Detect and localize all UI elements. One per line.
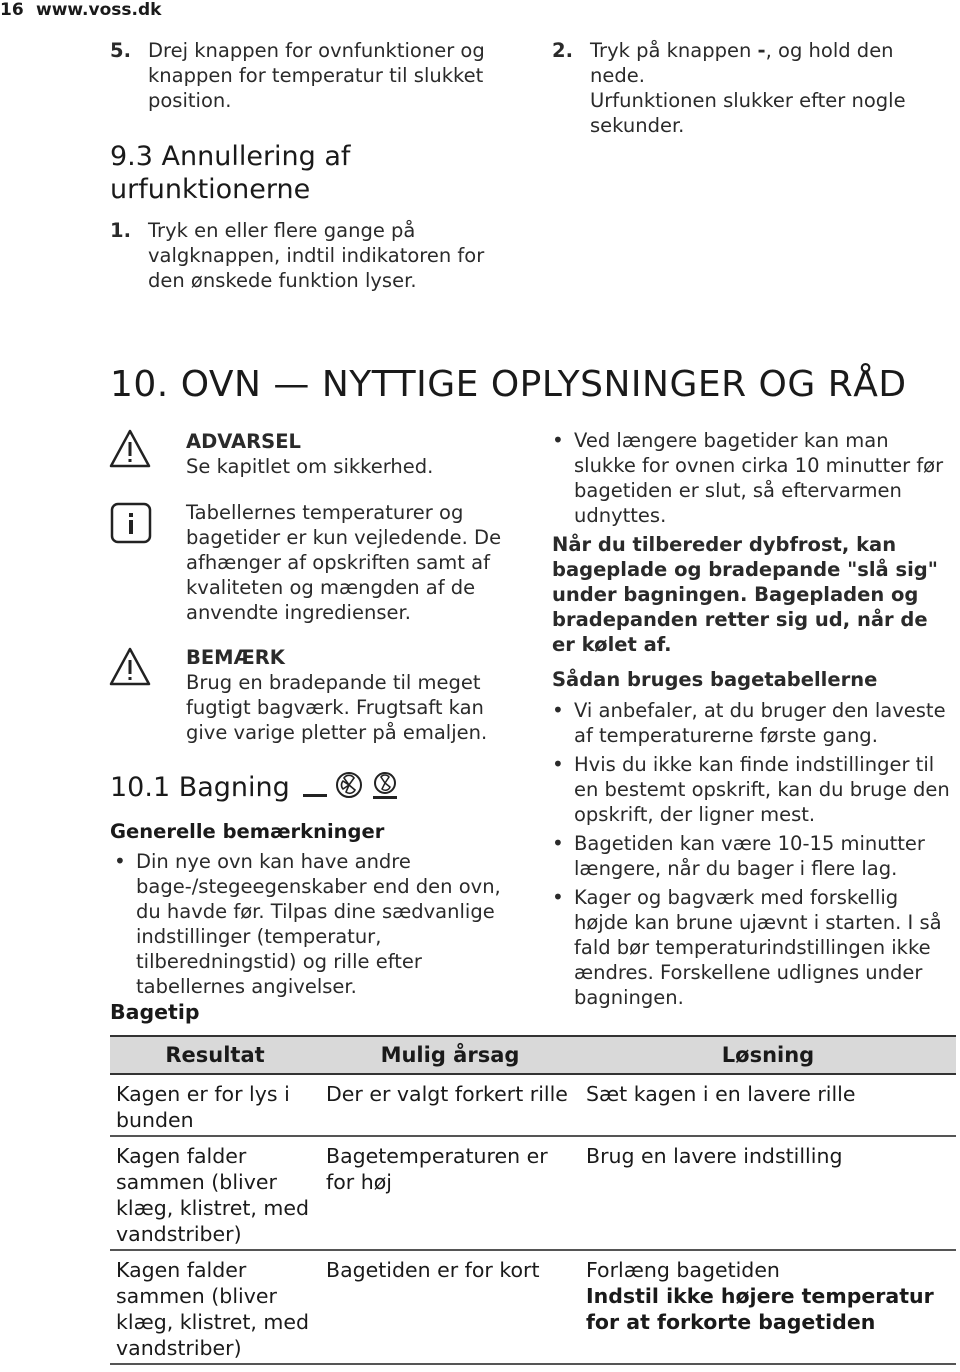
table-row <box>110 1136 956 1250</box>
result-cell: Kagen falder sammen (bliver klæg, klistret, med vandstriber) <box>110 1250 320 1364</box>
minus-key: - <box>757 39 766 62</box>
step-text-b: , og hold den nede. <box>590 39 894 87</box>
cause-cell: Bagetemperaturen er for høj <box>320 1136 580 1250</box>
list-item: • Kager og bagværk med forskellig højde kan brune ujævnt i starten. I så fald bør temperaturindstillingen ikke ændres. Forskellene udlignes under bagningen. <box>552 885 954 1010</box>
fan-bottom-heat-icon <box>370 770 400 804</box>
warning-text: Se kapitlet om sikkerhed. <box>186 455 434 478</box>
step-1 <box>110 218 510 293</box>
fan-icon <box>334 770 364 804</box>
result-cell: Kagen er for lys i bunden <box>110 1074 320 1136</box>
info-text: Tabellernes temperaturer og bagetider er kun vejledende. De afhænger af opskriften samt af kvaliteten og mængden af de anvendte ingredienser. <box>186 501 502 624</box>
warning-note <box>186 429 516 479</box>
step-2 <box>552 38 942 138</box>
warning-triangle-icon <box>108 428 152 474</box>
step-5 <box>110 38 510 113</box>
list-item: • Ved længere bagetider kan man slukke for ovnen cirka 10 minutter før bagetiden er slut, så eftervarmen udnyttes. <box>552 428 954 528</box>
step-number: 1. <box>110 219 131 242</box>
page-number: 16 <box>0 0 24 20</box>
cause-cell: Bagetiden er for kort <box>320 1250 580 1364</box>
general-list <box>114 849 514 1003</box>
right-column <box>552 428 954 1014</box>
step-text: Tryk en eller flere gange på valgknappen, indtil indikatoren for den ønskede funktion lyser. <box>148 219 485 292</box>
section-title: 10. OVN — NYTTIGE OPLYSNINGER OG RÅD <box>110 364 907 405</box>
remark-note <box>186 645 516 745</box>
step-text: Drej knappen for ovnfunktioner og knappen for temperatur til slukket position. <box>148 39 485 112</box>
result-cell: Kagen falder sammen (bliver klæg, klistret, med vandstriber) <box>110 1136 320 1250</box>
list-item: • Vi anbefaler, at du bruger den laveste af temperaturerne første gang. <box>552 698 954 748</box>
step-text-a: Tryk på knappen <box>590 39 758 62</box>
table-header-row <box>110 1036 956 1074</box>
solution-bold-text: Indstil ikke højere temperatur for at forkorte bagetiden <box>586 1284 934 1334</box>
solution-cell <box>580 1074 956 1136</box>
table-row <box>110 1250 956 1364</box>
step-text-c: Urfunktionen slukker efter nogle sekunder. <box>590 89 906 137</box>
solution-text: Brug en lavere indstilling <box>586 1144 843 1168</box>
solution-cell <box>580 1136 956 1250</box>
list-item: • Bagetiden kan være 10-15 minutter længere, når du bager i flere lag. <box>552 831 954 881</box>
column-header: Løsning <box>580 1036 956 1074</box>
step-number: 5. <box>110 39 131 62</box>
step-number: 2. <box>552 39 573 62</box>
bottom-heat-icon <box>302 770 328 804</box>
usage-heading: Sådan bruges bagetabellerne <box>552 668 878 691</box>
tips-table <box>110 1035 956 1365</box>
table-row <box>110 1074 956 1136</box>
warning-triangle-icon <box>108 646 152 692</box>
warning-heading: ADVARSEL <box>186 430 301 453</box>
baking-title-row <box>110 770 400 804</box>
header-url: www.voss.dk <box>36 0 162 20</box>
column-header: Mulig årsag <box>320 1036 580 1074</box>
solution-text: Sæt kagen i en lavere rille <box>586 1082 856 1106</box>
cause-cell: Der er valgt forkert rille <box>320 1074 580 1136</box>
remark-text: Brug en bradepande til meget fugtigt bagværk. Frugtsaft kan give varige pletter på emaljen. <box>186 671 488 744</box>
tips-heading: Bagetip <box>110 1000 200 1024</box>
solution-cell <box>580 1250 956 1364</box>
list-item: • Hvis du ikke kan finde indstillinger til en bestemt opskrift, kan du bruge den opskrift, der ligner mest. <box>552 752 954 827</box>
column-header: Resultat <box>110 1036 320 1074</box>
info-icon <box>110 502 152 548</box>
list-item: • Din nye ovn kan have andre bage-/stegeegenskaber end den ovn, du havde før. Tilpas dine sædvanlige indstillinger (temperatur, tilberedningstid) og rille efter tabellernes angivelser. <box>114 849 514 999</box>
frozen-note: Når du tilbereder dybfrost, kan bageplade og bradepande "slå sig" under bagningen. Bagepladen og bradepanden retter sig ud, når de er kølet af. <box>552 533 938 656</box>
solution-text: Forlæng bagetiden <box>586 1258 780 1282</box>
step-text <box>590 38 942 138</box>
subsection-title: 9.3 Annullering af urfunktionerne <box>110 141 351 205</box>
remark-heading: BEMÆRK <box>186 646 285 669</box>
baking-title: 10.1 Bagning <box>110 771 290 803</box>
general-heading: Generelle bemærkninger <box>110 820 385 843</box>
